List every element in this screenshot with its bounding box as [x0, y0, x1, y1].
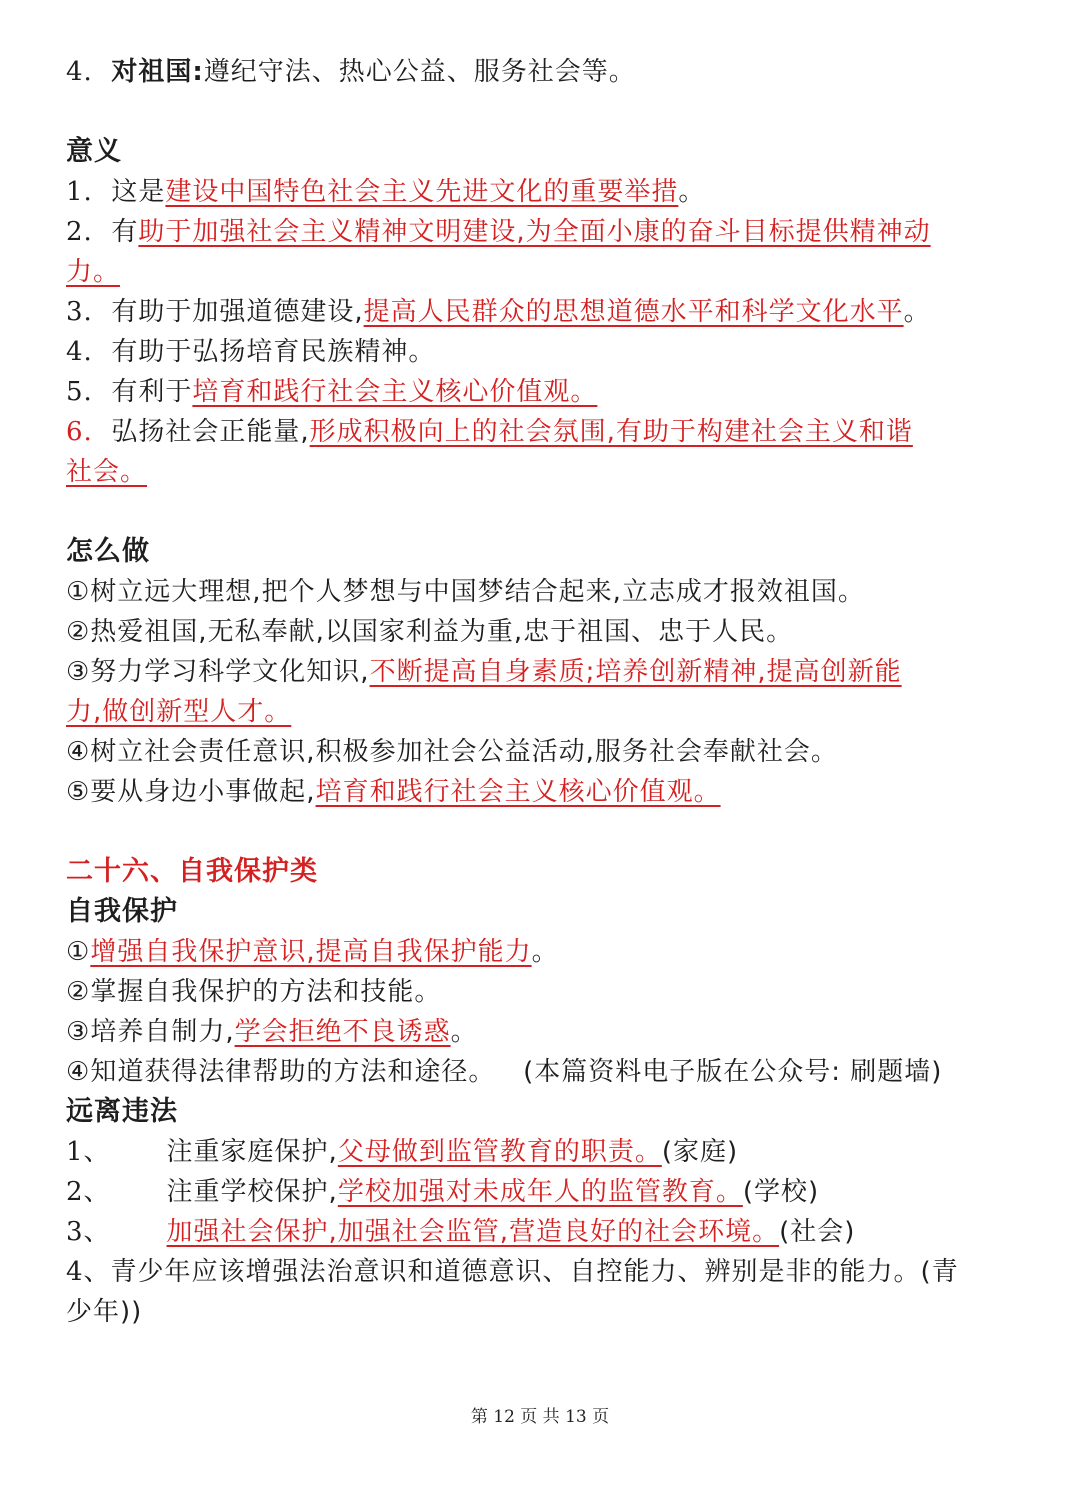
self-protection-item-1: ①增强自我保护意识,提高自我保护能力。: [66, 937, 559, 967]
self-protection-item-2: ②掌握自我保护的方法和技能。: [66, 977, 442, 1007]
how-item-2: ②热爱祖国,无私奉献,以国家利益为重,忠于祖国、忠于人民。: [66, 617, 794, 647]
significance-heading: 意义: [66, 136, 122, 167]
self-protection-item-4: ④知道获得法律帮助的方法和途径。 (本篇资料电子版在公众号: 刷题墙): [66, 1057, 943, 1087]
duty-country-line: 4. 对祖国:遵纪守法、热心公益、服务社会等。: [66, 57, 636, 87]
away-item-3: 3、 加强社会保护,加强社会监管,营造良好的社会环境。(社会): [66, 1217, 856, 1247]
significance-item-2-cont: 力。: [66, 257, 121, 287]
significance-item-6: 6. 弘扬社会正能量,形成积极向上的社会氛围,有助于构建社会主义和谐: [66, 417, 913, 447]
significance-item-5: 5. 有利于培育和践行社会主义核心价值观。: [66, 377, 598, 407]
how-item-3-cont: 力,做创新型人才。: [66, 697, 292, 727]
how-item-4: ④树立社会责任意识,积极参加社会公益活动,服务社会奉献社会。: [66, 737, 838, 767]
self-protection-heading: 自我保护: [66, 896, 178, 927]
significance-item-6-cont: 社会。: [66, 457, 148, 487]
away-item-1: 1、 注重家庭保护,父母做到监管教育的职责。(家庭): [66, 1137, 739, 1167]
away-from-crime-heading: 远离违法: [66, 1096, 178, 1127]
source-note: (本篇资料电子版在公众号: 刷题墙): [523, 1057, 943, 1087]
significance-item-2: 2. 有助于加强社会主义精神文明建设,为全面小康的奋斗目标提供精神动: [66, 217, 931, 247]
how-item-1: ①树立远大理想,把个人梦想与中国梦结合起来,立志成才报效祖国。: [66, 577, 865, 607]
self-protection-item-3: ③培养自制力,学会拒绝不良诱惑。: [66, 1017, 478, 1047]
page-footer: 第 12 页 共 13 页: [470, 1407, 610, 1427]
how-heading: 怎么做: [66, 536, 150, 567]
how-item-5: ⑤要从身边小事做起,培育和践行社会主义核心价值观。: [66, 777, 721, 807]
how-item-3: ③努力学习科学文化知识,不断提高自身素质;培养创新精神,提高创新能: [66, 657, 902, 687]
section-26-title: 二十六、自我保护类: [66, 856, 318, 887]
away-item-4-cont: 少年)): [66, 1297, 143, 1327]
significance-item-4: 4. 有助于弘扬培育民族精神。: [66, 337, 436, 367]
significance-item-1: 1. 这是建设中国特色社会主义先进文化的重要举措。: [66, 177, 706, 207]
significance-item-3: 3. 有助于加强道德建设,提高人民群众的思想道德水平和科学文化水平。: [66, 297, 931, 327]
away-item-2: 2、 注重学校保护,学校加强对未成年人的监管教育。(学校): [66, 1177, 820, 1207]
away-item-4: 4、青少年应该增强法治意识和道德意识、自控能力、辨别是非的能力。(青: [66, 1257, 959, 1287]
